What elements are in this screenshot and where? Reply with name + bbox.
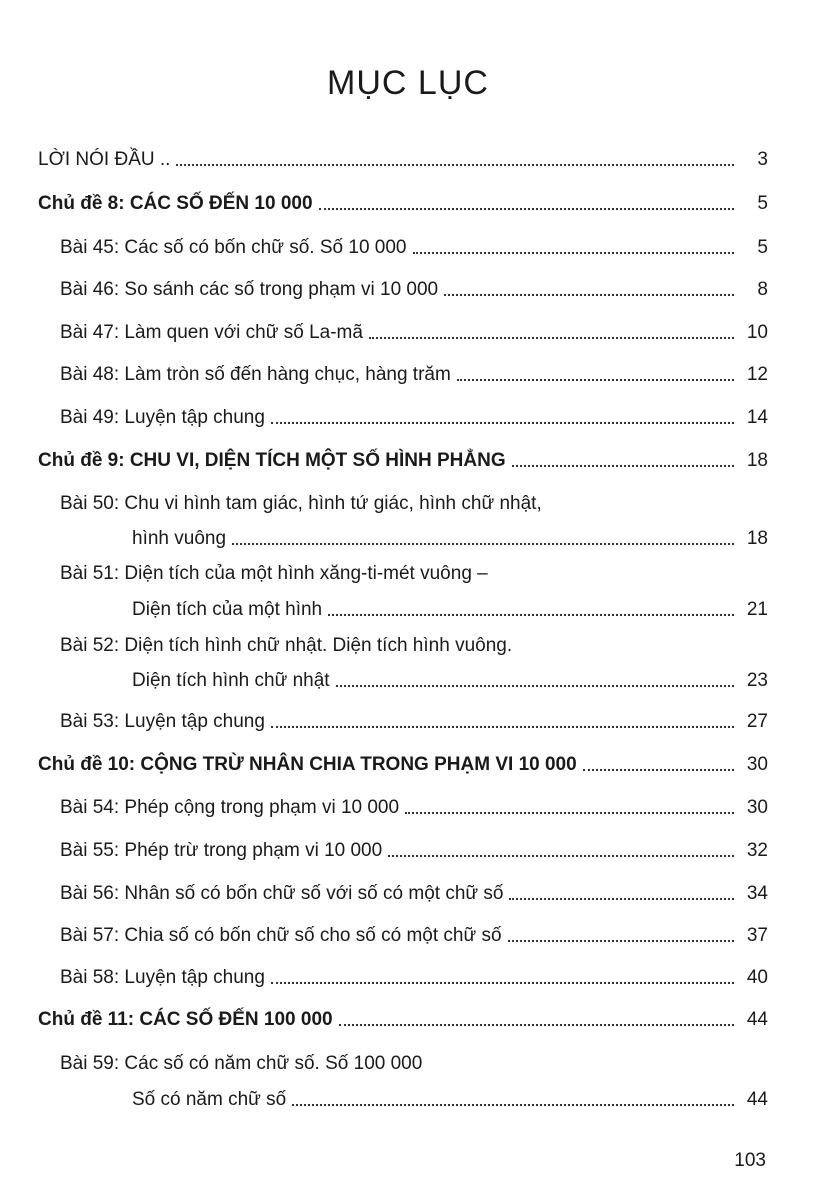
toc-lesson-46[interactable] [0, 268, 816, 302]
dot-leader [369, 337, 734, 339]
dot-leader [176, 164, 734, 166]
toc-chapter-8[interactable] [0, 182, 816, 216]
dot-leader [328, 614, 734, 616]
toc-entry-label: Chủ đề 8: CÁC SỐ ĐẾN 10 000 [38, 193, 313, 214]
toc-lesson-56[interactable] [0, 872, 816, 906]
toc-entry-label: Bài 45: Các số có bốn chữ số. Số 10 000 [60, 237, 407, 258]
toc-chapter-9[interactable] [0, 439, 816, 473]
toc-entry-page: 27 [746, 711, 768, 732]
dot-leader [292, 1104, 734, 1106]
toc-entry-page: 44 [746, 1089, 768, 1110]
toc-entry-label: Bài 58: Luyện tập chung [60, 967, 265, 988]
toc-entry-label: Chủ đề 11: CÁC SỐ ĐẾN 100 000 [38, 1009, 333, 1030]
toc-lesson-55[interactable] [0, 829, 816, 863]
toc-entry-page: 10 [746, 322, 768, 343]
dot-leader [271, 726, 734, 728]
toc-lesson-53[interactable] [0, 700, 816, 734]
toc-entry-label: Số có năm chữ số [132, 1089, 287, 1110]
toc-entry-label: Bài 50: Chu vi hình tam giác, hình tứ giác, hình chữ nhật, [60, 493, 542, 514]
toc-entry-page: 34 [746, 883, 768, 904]
toc-entry-label: Bài 55: Phép trừ trong phạm vi 10 000 [60, 840, 383, 861]
toc-entry-page: 18 [746, 450, 768, 471]
toc-entry-page: 5 [757, 193, 768, 214]
toc-entry-label: Bài 48: Làm tròn số đến hàng chục, hàng trăm [60, 364, 451, 385]
toc-entry-page: 23 [746, 670, 768, 691]
toc-entry-label: Bài 46: So sánh các số trong phạm vi 10 000 [60, 279, 439, 300]
toc-entry-preface[interactable] [0, 138, 816, 172]
toc-entry-page: 12 [746, 364, 768, 385]
toc-lesson-49[interactable] [0, 396, 816, 430]
toc-entry-label: Chủ đề 9: CHU VI, DIỆN TÍCH MỘT SỐ HÌNH PHẲNG [38, 450, 506, 471]
toc-entry-page: 30 [746, 797, 768, 818]
toc-entry-label: LỜI NÓI ĐẦU .. [38, 149, 171, 170]
dot-leader [512, 465, 734, 467]
toc-entry-label: Bài 56: Nhân số có bốn chữ số với số có một chữ số [60, 883, 504, 904]
toc-entry-page: 30 [746, 754, 768, 775]
dot-leader [339, 1024, 734, 1026]
toc-entry-page: 40 [746, 967, 768, 988]
toc-entry-label: Bài 47: Làm quen với chữ số La-mã [60, 322, 363, 343]
toc-lesson-59-line2[interactable] [0, 1078, 816, 1112]
toc-lesson-59-line1[interactable] [0, 1042, 816, 1076]
dot-leader [336, 685, 734, 687]
toc-entry-page: 14 [746, 407, 768, 428]
toc-entry-page: 32 [746, 840, 768, 861]
dot-leader [413, 252, 735, 254]
toc-entry-label: Bài 49: Luyện tập chung [60, 407, 265, 428]
dot-leader [319, 208, 734, 210]
toc-entry-page: 5 [757, 237, 768, 258]
toc-lesson-47[interactable] [0, 311, 816, 345]
dot-leader [232, 543, 734, 545]
toc-entry-label: Bài 51: Diện tích của một hình xăng-ti-mét vuông – [60, 563, 488, 584]
toc-entry-label: Diện tích của một hình [132, 599, 323, 620]
dot-leader [388, 855, 734, 857]
toc-entry-label: Bài 54: Phép cộng trong phạm vi 10 000 [60, 797, 400, 818]
dot-leader [508, 940, 734, 942]
dot-leader [271, 982, 734, 984]
toc-entry-label: Bài 57: Chia số có bốn chữ số cho số có một chữ số [60, 925, 502, 946]
toc-entry-label: Bài 53: Luyện tập chung [60, 711, 265, 732]
toc-entry-label: Bài 59: Các số có năm chữ số. Số 100 000 [60, 1053, 423, 1074]
dot-leader [583, 769, 734, 771]
toc-lesson-51-line1[interactable] [0, 552, 816, 586]
dot-leader [509, 898, 734, 900]
toc-lesson-58[interactable] [0, 956, 816, 990]
toc-entry-label: Chủ đề 10: CỘNG TRỪ NHÂN CHIA TRONG PHẠM VI 10 000 [38, 754, 577, 775]
toc-lesson-54[interactable] [0, 786, 816, 820]
dot-leader [457, 379, 734, 381]
toc-entry-page: 3 [757, 149, 768, 170]
toc-entry-page: 37 [746, 925, 768, 946]
page-title: MỤC LỤC [327, 64, 489, 102]
dot-leader [271, 422, 734, 424]
toc-lesson-48[interactable] [0, 353, 816, 387]
page-number: 103 [734, 1150, 766, 1171]
toc-chapter-10[interactable] [0, 743, 816, 777]
toc-lesson-52-line1[interactable] [0, 624, 816, 658]
dot-leader [405, 812, 734, 814]
toc-entry-label: Diện tích hình chữ nhật [132, 670, 330, 691]
toc-lesson-52-line2[interactable] [0, 659, 816, 693]
toc-lesson-45[interactable] [0, 226, 816, 260]
toc-entry-page: 44 [746, 1009, 768, 1030]
toc-entry-label: hình vuông [132, 528, 227, 549]
toc-chapter-11[interactable] [0, 998, 816, 1032]
toc-entry-page: 21 [746, 599, 768, 620]
toc-lesson-57[interactable] [0, 914, 816, 948]
toc-lesson-51-line2[interactable] [0, 588, 816, 622]
toc-entry-page: 8 [757, 279, 768, 300]
toc-lesson-50-line1[interactable] [0, 482, 816, 516]
toc-entry-page: 18 [746, 528, 768, 549]
toc-lesson-50-line2[interactable] [0, 517, 816, 551]
dot-leader [444, 294, 734, 296]
toc-entry-label: Bài 52: Diện tích hình chữ nhật. Diện tích hình vuông. [60, 635, 513, 656]
